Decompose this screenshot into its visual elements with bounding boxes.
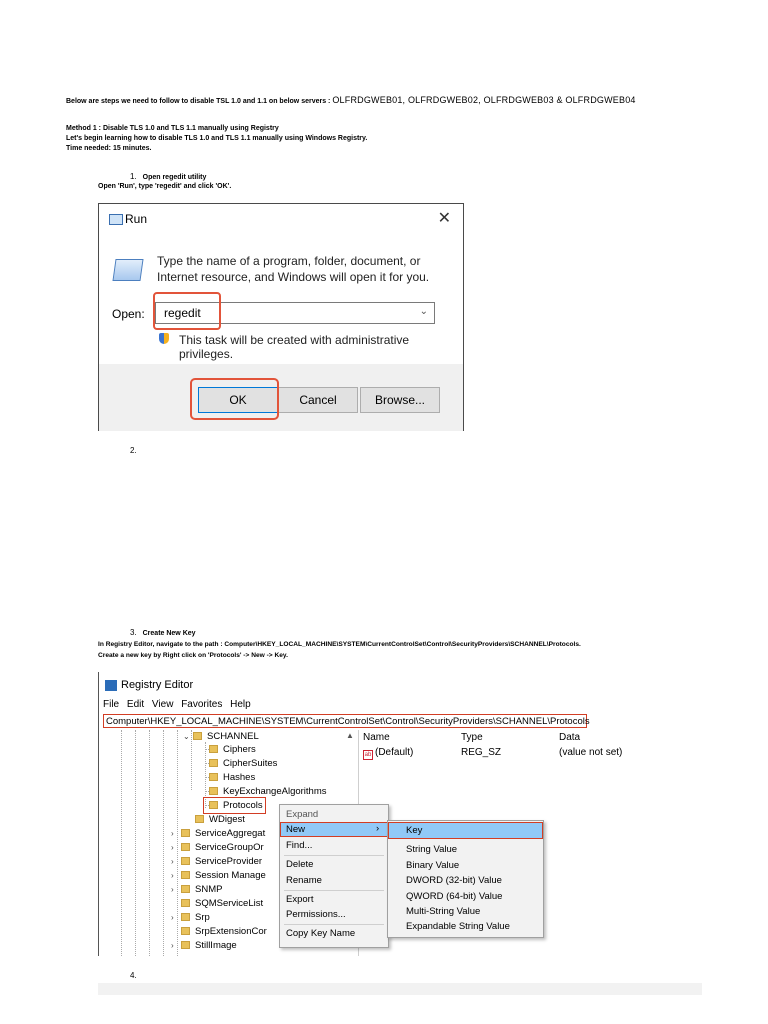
run-description-line2: Internet resource, and Windows will open it for you. (157, 270, 430, 284)
time-needed: Time needed: 15 minutes. (66, 145, 152, 152)
tree-label: ServiceProvider (195, 856, 263, 867)
tree-label: CipherSuites (223, 758, 278, 769)
folder-icon (181, 857, 190, 865)
folder-icon (209, 773, 218, 781)
folder-icon (209, 745, 218, 753)
tree-node-ciphers[interactable] (209, 743, 256, 756)
open-input-value: regedit (164, 306, 201, 320)
menu-item-export[interactable]: Export (286, 894, 314, 905)
folder-icon (181, 843, 190, 851)
menu-item-find[interactable]: Find... (286, 840, 313, 851)
chevron-right-icon[interactable]: › (171, 885, 174, 894)
menu-item-expand[interactable]: Expand (286, 809, 319, 820)
tree-label: ServiceGroupOr (195, 842, 264, 853)
chevron-right-icon[interactable]: › (171, 857, 174, 866)
tree-node-serviceaggregat[interactable] (171, 827, 265, 840)
chevron-down-icon[interactable]: ⌄ (419, 306, 428, 317)
intro-lead: Below are steps we need to follow to disable TSL 1.0 and 1.1 on below servers : (66, 98, 333, 105)
folder-icon (181, 941, 190, 949)
tree-node-stillimage[interactable] (171, 939, 237, 952)
submenu-item-string-value[interactable]: String Value (406, 844, 458, 855)
tree-node-hashes[interactable] (209, 771, 255, 784)
run-title: Run (125, 212, 148, 226)
ok-button-highlight (190, 378, 279, 420)
menu-item-copy-key-name[interactable]: Copy Key Name (286, 928, 356, 939)
menu-help[interactable]: Help (230, 699, 251, 710)
method-subtitle: Let's begin learning how to disable TLS 1.0 and TLS 1.1 manually using Windows Registry. (66, 135, 368, 142)
step2-number: 2. (130, 446, 137, 455)
cancel-button[interactable]: Cancel (278, 387, 358, 413)
new-submenu (387, 820, 544, 938)
chevron-right-icon[interactable]: › (171, 913, 174, 922)
column-type[interactable]: Type (461, 732, 483, 743)
tree-label: Protocols (223, 800, 263, 811)
tree-node-wdigest[interactable] (195, 813, 245, 826)
open-input-highlight (153, 292, 221, 330)
tree-node-servicegroupor[interactable] (171, 841, 264, 854)
run-description (157, 253, 429, 285)
menu-item-permissions[interactable]: Permissions... (286, 909, 346, 920)
folder-icon (209, 759, 218, 767)
column-name[interactable]: Name (363, 732, 390, 743)
scroll-up-icon[interactable]: ▲ (346, 731, 354, 740)
page-footer-strip (98, 983, 702, 995)
tree-label: SCHANNEL (207, 731, 259, 742)
menu-edit[interactable]: Edit (126, 699, 145, 710)
shield-icon (159, 333, 169, 344)
folder-icon (193, 732, 202, 740)
chevron-right-icon[interactable]: › (171, 829, 174, 838)
method-title: Method 1 : Disable TLS 1.0 and TLS 1.1 manually using Registry (66, 125, 279, 132)
context-menu (279, 804, 389, 948)
submenu-item-qword[interactable]: QWORD (64-bit) Value (406, 891, 503, 902)
tree-node-serviceprovider[interactable] (171, 855, 262, 868)
address-bar[interactable]: Computer\HKEY_LOCAL_MACHINE\SYSTEM\CurrentControlSet\Control\SecurityProviders\SCHANNEL\Protocols (103, 714, 587, 728)
menu-separator (284, 855, 384, 856)
tree-node-schannel[interactable] (183, 730, 259, 743)
step3-number: 3. (130, 628, 137, 637)
registry-title: Registry Editor (121, 679, 194, 691)
tree-node-srpextensioncor[interactable] (181, 925, 267, 938)
menu-file[interactable]: File (103, 699, 120, 710)
server-list: OLFRDGWEB01, OLFRDGWEB02, OLFRDGWEB03 & OLFRDGWEB04 (332, 95, 636, 105)
folder-icon (181, 829, 190, 837)
run-description-line1: Type the name of a program, folder, document, or (157, 254, 421, 268)
tree-node-sqmservicelist[interactable] (181, 897, 263, 910)
string-value-icon: ab (364, 752, 372, 758)
menu-bar (103, 699, 256, 710)
chevron-right-icon: › (376, 823, 380, 834)
registry-editor-window (98, 672, 642, 956)
menu-favorites[interactable]: Favorites (181, 699, 223, 710)
step3-instruction2: Create a new key by Right click on 'Protocols' -> New -> Key. (98, 652, 288, 659)
default-value-name[interactable] (363, 747, 413, 760)
chevron-right-icon[interactable]: › (171, 843, 174, 852)
submenu-item-expandable-string[interactable]: Expandable String Value (406, 921, 510, 932)
column-data[interactable]: Data (559, 732, 581, 743)
run-dialog (98, 203, 464, 431)
tree-node-snmp[interactable] (171, 883, 222, 896)
default-value-data: (value not set) (559, 747, 623, 758)
tree-label: Session Manage (195, 870, 266, 881)
step3-instruction1: In Registry Editor, navigate to the path : Computer\HKEY_LOCAL_MACHINE\SYSTEM\CurrentControlSet\Control\SecurityProviders\SCHANNEL\Protocols. (98, 641, 581, 648)
value-name: (Default) (375, 747, 414, 758)
chevron-right-icon[interactable]: › (171, 941, 174, 950)
menu-view[interactable]: View (151, 699, 174, 710)
step1-instruction: Open 'Run', type 'regedit' and click 'OK'. (98, 183, 232, 190)
submenu-item-dword[interactable]: DWORD (32-bit) Value (406, 875, 502, 886)
step3-heading (130, 628, 196, 639)
tree-label: SQMServiceList (195, 898, 264, 909)
tree-label: Hashes (223, 772, 256, 783)
submenu-item-multi-string[interactable]: Multi-String Value (406, 906, 481, 917)
menu-separator (284, 924, 384, 925)
protocols-highlight (203, 797, 266, 814)
step4-number: 4. (130, 971, 137, 980)
run-titlebar (99, 204, 463, 234)
folder-icon (195, 815, 204, 823)
folder-icon (181, 913, 190, 921)
folder-icon (181, 885, 190, 893)
tree-label: WDigest (209, 814, 245, 825)
run-program-icon (112, 259, 143, 281)
folder-icon (181, 871, 190, 879)
close-icon[interactable]: ✕ (437, 210, 451, 227)
menu-separator (284, 890, 384, 891)
step3-title: Create New Key (142, 630, 196, 637)
tree-label: SNMP (195, 884, 223, 895)
tree-label: KeyExchangeAlgorithms (223, 786, 327, 797)
open-label: Open: (112, 307, 145, 321)
tree-node-ciphersuites[interactable] (209, 757, 277, 770)
step1-title: Open regedit utility (142, 174, 207, 181)
menu-item-delete[interactable]: Delete (286, 859, 314, 870)
menu-item-rename[interactable]: Rename (286, 875, 322, 886)
ok-button[interactable]: OK (198, 387, 278, 413)
browse-button[interactable]: Browse... (360, 387, 440, 413)
admin-note: This task will be created with administrative privileges. (179, 333, 410, 361)
tree-label: SrpExtensionCor (195, 926, 267, 937)
run-app-icon (109, 214, 123, 225)
chevron-right-icon[interactable]: › (171, 871, 174, 880)
intro-line (66, 95, 636, 107)
tree-node-sessionmanage[interactable] (171, 869, 266, 882)
chevron-down-icon[interactable]: ⌄ (183, 732, 190, 741)
tree-node-srp[interactable] (171, 911, 210, 924)
step1-number: 1. (130, 172, 137, 181)
tree-label: ServiceAggregat (195, 828, 266, 839)
registry-app-icon (105, 680, 117, 691)
tree-label: StillImage (195, 940, 237, 951)
tree-label: Srp (195, 912, 210, 923)
submenu-item-key[interactable]: Key (406, 825, 423, 836)
folder-icon (181, 899, 190, 907)
tree-label: Ciphers (223, 744, 256, 755)
registry-titlebar (99, 672, 642, 696)
folder-icon (181, 927, 190, 935)
menu-item-new[interactable]: New (286, 824, 306, 835)
folder-icon (209, 787, 218, 795)
submenu-item-binary-value[interactable]: Binary Value (406, 860, 460, 871)
default-value-type: REG_SZ (461, 747, 502, 758)
